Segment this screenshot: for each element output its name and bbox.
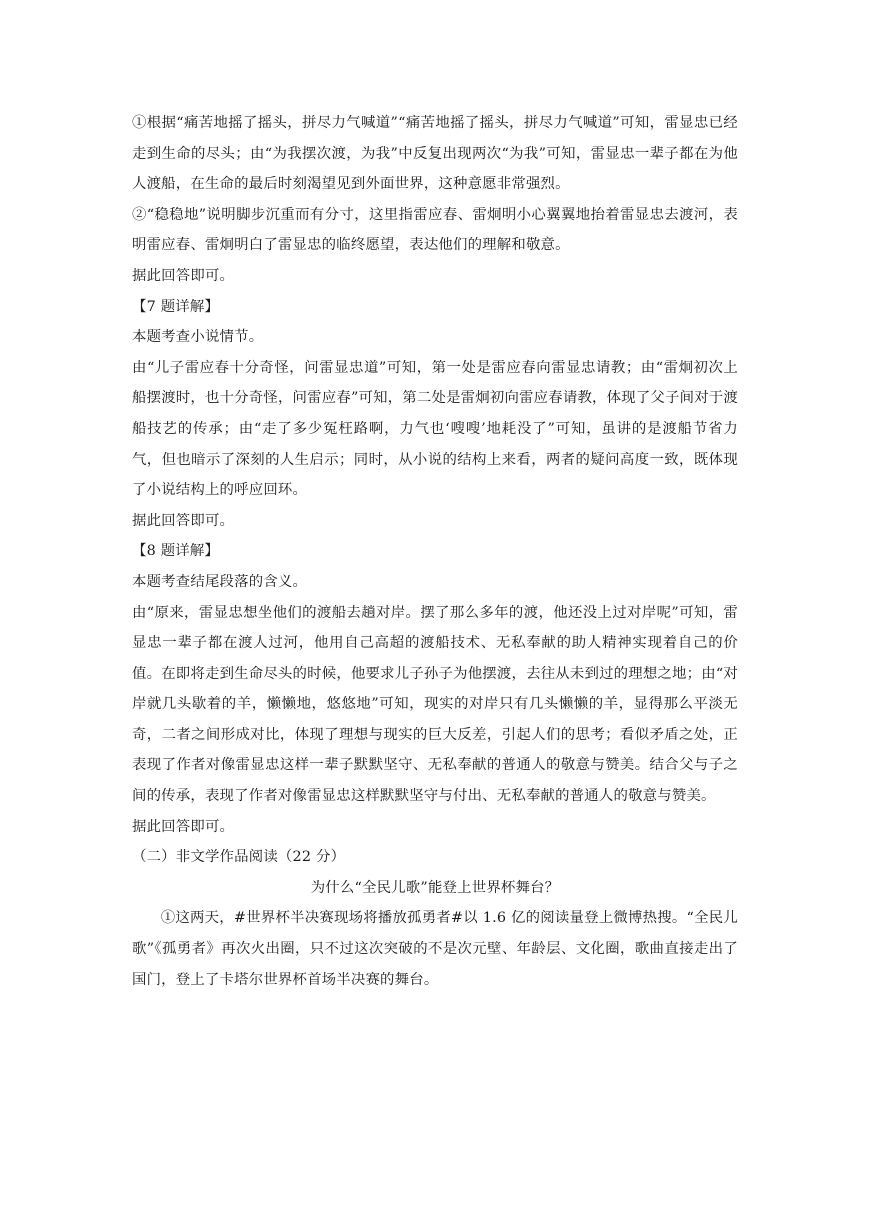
answer-note: 据此回答即可。 <box>132 818 235 835</box>
answer-note: 据此回答即可。 <box>132 512 235 529</box>
answer-paragraph-2: ②“稳稳地”说明脚步沉重而有分寸，这里指雷应春、雷炯明小心翼翼地抬着雷显忠去渡河，表明雷应春、雷炯明白了雷显忠的临终愿望，表达他们的理解和敬意。 <box>132 206 738 254</box>
article-paragraph-1: ①这两天，#世界杯半决赛现场将播放孤勇者#以 1.6 亿的阅读量登上微博热搜。“全民儿歌”《孤勇者》再次火出圈，只不过这次突破的不是次元壁、年龄层、文化圈，歌曲直接走出了国门，登上了卡塔尔世界杯首场半决赛的舞台。 <box>132 910 738 988</box>
answer-paragraph-1: ①根据“痛苦地摇了摇头，拼尽力气喊道”“痛苦地摇了摇头，拼尽力气喊道”可知，雷显忠已经走到生命的尽头；由“为我摆次渡，为我”中反复出现两次“为我”可知，雷显忠一辈子都在为他人渡船，在生命的最后时刻渴望见到外面世界，这种意愿非常强烈。 <box>132 115 738 193</box>
document-body <box>132 108 738 995</box>
q7-topic: 本题考查小说情节。 <box>132 329 264 346</box>
section-heading-q7: 【7 题详解】 <box>132 298 220 315</box>
section-heading-q8: 【8 题详解】 <box>132 543 220 560</box>
q8-topic: 本题考查结尾段落的含义。 <box>132 573 308 590</box>
section-heading-nonfiction: （二）非文学作品阅读（22 分） <box>132 849 346 866</box>
answer-note: 据此回答即可。 <box>132 267 235 284</box>
article-title: 为什么“全民儿歌”能登上世界杯舞台？ <box>310 879 560 896</box>
q7-explanation: 由“儿子雷应春十分奇怪，问雷显忠道”可知，第一处是雷应春向雷显忠请教；由“雷炯初次上船摆渡时，也十分奇怪，问雷应春”可知，第二处是雷炯初向雷应春请教，体现了父子间对于渡船技艺的传承；由“走了多少冤枉路啊，力气也‘嗖嗖’地耗没了”可知，虽讲的是渡船节省力气，但也暗示了深刻的人生启示；同时，从小说的结构上来看，两者的疑问高度一致，既体现了小说结构上的呼应回环。 <box>132 359 738 499</box>
q8-explanation: 由“原来，雷显忠想坐他们的渡船去趟对岸。摆了那么多年的渡，他还没上过对岸呢”可知，雷显忠一辈子都在渡人过河，他用自己高超的渡船技术、无私奉献的助人精神实现着自己的价值。在即将走到生命尽头的时候，他要求儿子孙子为他摆渡，去往从未到过的理想之地；由“对岸就几头歇着的羊，懒懒地，悠悠地”可知，现实的对岸只有几头懒懒的羊，显得那么平淡无奇，二者之间形成对比，体现了理想与现实的巨大反差，引起人们的思考；看似矛盾之处，正表现了作者对像雷显忠这样一辈子默默坚守、无私奉献的普通人的敬意与赞美。结合父与子之间的传承，表现了作者对像雷显忠这样默默坚守与付出、无私奉献的普通人的敬意与赞美。 <box>132 604 738 805</box>
